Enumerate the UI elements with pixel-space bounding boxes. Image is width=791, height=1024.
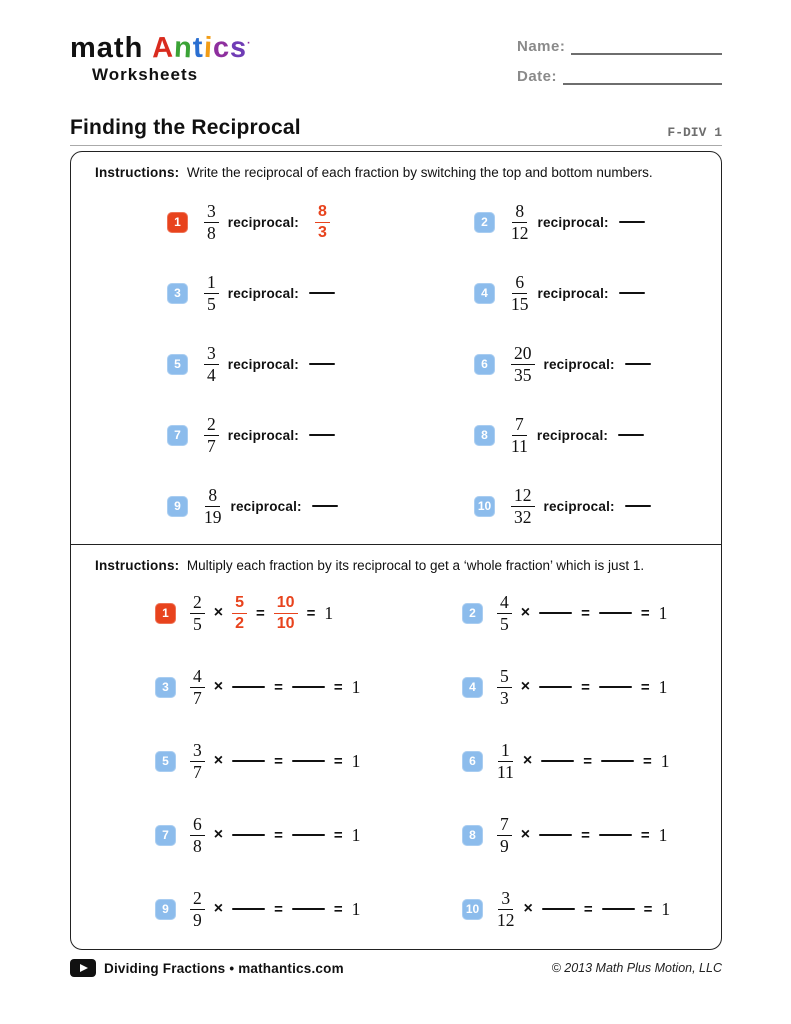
problem-fraction-denominator: 5 <box>193 613 202 634</box>
problem-fraction <box>190 815 205 856</box>
logo-worksheets-text: Worksheets <box>92 65 199 84</box>
equals-symbol: = <box>640 604 650 622</box>
problem-number-badge: 3 <box>167 283 188 304</box>
answer-blank <box>625 363 651 366</box>
instructions-label: Instructions: <box>95 165 180 180</box>
page-footer <box>70 959 722 977</box>
problem-fraction-denominator: 11 <box>511 435 528 456</box>
product-blank <box>599 834 632 837</box>
section-multiply <box>71 545 721 949</box>
problem-number-badge: 10 <box>474 496 495 517</box>
logo-antics-text <box>152 32 247 64</box>
page-header <box>70 31 722 112</box>
times-symbol: × <box>522 752 533 769</box>
reciprocal-label: reciprocal: <box>227 214 299 230</box>
problem-fraction-denominator: 8 <box>193 835 202 856</box>
problem-number-badge: 2 <box>474 212 495 233</box>
name-write-line <box>571 38 722 55</box>
worksheet-box <box>70 151 722 950</box>
multiply-problem <box>89 665 396 709</box>
logo-letter: t <box>192 31 205 65</box>
reciprocal-label: reciprocal: <box>537 214 609 230</box>
equals-symbol: = <box>640 826 650 844</box>
product-blank <box>601 760 634 763</box>
footer-topic-text: Dividing Fractions • mathantics.com <box>104 960 344 976</box>
reciprocal-label: reciprocal: <box>543 498 615 514</box>
result-one: 1 <box>658 824 668 845</box>
times-symbol: × <box>213 604 224 621</box>
reciprocal-blank <box>539 834 572 837</box>
problem-fraction-numerator: 2 <box>190 889 205 910</box>
equals-symbol: = <box>333 678 343 696</box>
multiply-problem <box>396 591 703 635</box>
problem-fraction <box>204 202 219 243</box>
logo-letter: n <box>173 31 194 65</box>
problem-fraction-numerator: 3 <box>190 741 205 762</box>
problem-fraction-numerator: 3 <box>498 889 513 910</box>
multiply-problem <box>89 813 396 857</box>
reciprocal-problem <box>396 200 703 244</box>
date-label: Date: <box>517 68 558 85</box>
equals-symbol: = <box>583 752 592 770</box>
problem-fraction-numerator: 4 <box>190 667 205 688</box>
reciprocal-problem <box>396 271 703 315</box>
answer-blank <box>618 434 644 437</box>
multiply-problem <box>396 665 703 709</box>
example-reciprocal-fraction-numerator: 5 <box>232 594 247 613</box>
problem-fraction-denominator: 11 <box>497 761 514 782</box>
problem-fraction-numerator: 2 <box>190 593 205 614</box>
problem-fraction-numerator: 6 <box>512 273 527 294</box>
problem-fraction-numerator: 7 <box>497 815 512 836</box>
section2-instructions <box>89 558 703 573</box>
example-product-fraction <box>274 594 298 632</box>
result-one: 1 <box>661 898 671 919</box>
problem-fraction-numerator: 3 <box>204 344 219 365</box>
problem-fraction <box>204 344 219 385</box>
answer-blank <box>619 292 645 295</box>
problem-fraction-denominator: 19 <box>204 506 222 527</box>
equals-symbol: = <box>333 826 343 844</box>
times-symbol: × <box>520 678 531 695</box>
problem-fraction <box>511 344 535 385</box>
example-product-fraction-numerator: 10 <box>274 594 298 613</box>
equals-symbol: = <box>333 752 343 770</box>
answer-blank <box>312 505 338 508</box>
problem-fraction-numerator: 20 <box>511 344 535 365</box>
reciprocal-label: reciprocal: <box>537 285 609 301</box>
problem-fraction-denominator: 35 <box>514 364 532 385</box>
reciprocal-label: reciprocal: <box>227 427 299 443</box>
times-symbol: × <box>213 826 224 843</box>
reciprocal-problem <box>396 413 703 457</box>
product-blank <box>292 686 325 689</box>
problem-fraction-denominator: 5 <box>207 293 216 314</box>
times-symbol: × <box>520 604 531 621</box>
times-symbol: × <box>213 752 224 769</box>
reciprocal-blank <box>232 908 265 911</box>
reciprocal-problem <box>89 271 396 315</box>
reciprocal-problem <box>89 200 396 244</box>
date-write-line <box>563 68 722 85</box>
reciprocal-blank <box>539 686 572 689</box>
section2-problems <box>89 591 703 931</box>
problem-fraction <box>511 273 529 314</box>
equals-symbol: = <box>583 900 593 918</box>
problem-fraction-denominator: 7 <box>193 761 202 782</box>
date-row <box>517 68 722 85</box>
problem-fraction-numerator: 7 <box>512 415 527 436</box>
problem-fraction <box>204 486 222 527</box>
math-antics-logo <box>70 31 252 84</box>
multiply-problem <box>396 887 703 931</box>
product-blank <box>602 908 635 911</box>
section-reciprocal <box>71 152 721 544</box>
logo-letter: c <box>212 31 231 65</box>
equals-symbol: = <box>274 752 283 770</box>
reciprocal-blank <box>232 686 265 689</box>
reciprocal-label: reciprocal: <box>536 427 609 443</box>
problem-fraction-numerator: 8 <box>205 486 220 507</box>
footer-left <box>70 959 344 977</box>
problem-fraction-numerator: 1 <box>204 273 219 294</box>
result-one: 1 <box>351 898 361 919</box>
multiply-problem <box>396 813 703 857</box>
answer-blank <box>309 434 335 437</box>
problem-number-badge: 7 <box>167 425 188 446</box>
problem-number-badge: 6 <box>462 751 483 772</box>
equals-symbol: = <box>640 678 650 696</box>
problem-number-badge: 9 <box>155 899 176 920</box>
logo-letter: i <box>202 31 214 65</box>
copyright-text: © 2013 Math Plus Motion, LLC <box>551 961 722 975</box>
equals-symbol: = <box>256 604 265 622</box>
problem-number-badge: 1 <box>167 212 188 233</box>
problem-fraction-numerator: 1 <box>498 741 513 762</box>
reciprocal-blank <box>232 760 265 763</box>
answer-blank <box>309 292 335 295</box>
multiply-problem <box>89 739 396 783</box>
page-title: Finding the Reciprocal <box>70 116 301 139</box>
reciprocal-problem <box>89 484 396 528</box>
problem-fraction-denominator: 12 <box>497 909 515 930</box>
problem-fraction <box>511 202 529 243</box>
problem-number-badge: 8 <box>462 825 483 846</box>
problem-number-badge: 5 <box>167 354 188 375</box>
equals-symbol: = <box>306 604 316 622</box>
product-blank <box>292 834 325 837</box>
equals-symbol: = <box>274 900 283 918</box>
product-blank <box>599 686 632 689</box>
product-blank <box>292 908 325 911</box>
result-one: 1 <box>351 750 361 771</box>
times-symbol: × <box>520 826 531 843</box>
equals-symbol: = <box>581 604 590 622</box>
problem-number-badge: 1 <box>155 603 176 624</box>
result-one: 1 <box>351 824 361 845</box>
reciprocal-label: reciprocal: <box>227 356 299 372</box>
instructions-label: Instructions: <box>95 558 180 573</box>
equals-symbol: = <box>581 826 590 844</box>
problem-fraction-denominator: 9 <box>193 909 202 930</box>
instructions-text: Write the reciprocal of each fraction by switching the top and bottom numbers. <box>186 165 653 180</box>
example-answer-fraction <box>315 203 330 241</box>
reciprocal-blank <box>232 834 265 837</box>
problem-number-badge: 6 <box>474 354 495 375</box>
result-one: 1 <box>658 602 668 623</box>
problem-number-badge: 5 <box>155 751 176 772</box>
equals-symbol: = <box>581 678 590 696</box>
problem-fraction-denominator: 4 <box>207 364 216 385</box>
multiply-problem <box>89 591 396 635</box>
logo-letter: A <box>151 31 175 65</box>
problem-fraction <box>204 273 219 314</box>
title-row <box>70 116 722 146</box>
equals-symbol: = <box>274 826 283 844</box>
problem-fraction <box>190 889 205 930</box>
reciprocal-label: reciprocal: <box>230 498 302 514</box>
multiply-problem <box>396 739 703 783</box>
example-reciprocal-fraction-denominator: 2 <box>235 614 244 632</box>
problem-fraction-denominator: 7 <box>207 435 216 456</box>
problem-fraction-denominator: 5 <box>500 613 509 634</box>
reciprocal-problem <box>396 484 703 528</box>
logo-letter: s <box>229 31 248 65</box>
problem-fraction-numerator: 8 <box>512 202 527 223</box>
result-one: 1 <box>660 750 670 771</box>
problem-number-badge: 8 <box>474 425 495 446</box>
problem-fraction-denominator: 8 <box>207 222 216 243</box>
result-one: 1 <box>658 676 668 697</box>
problem-fraction <box>497 815 512 856</box>
times-symbol: × <box>213 900 224 917</box>
multiply-problem <box>89 887 396 931</box>
reciprocal-blank <box>539 612 572 615</box>
example-answer-fraction-numerator: 8 <box>315 203 330 222</box>
logo-trademark-dot: · <box>247 37 252 50</box>
problem-number-badge: 7 <box>155 825 176 846</box>
result-one: 1 <box>351 676 361 697</box>
problem-fraction-numerator: 12 <box>511 486 535 507</box>
example-reciprocal-fraction <box>232 594 247 632</box>
problem-fraction <box>190 667 205 708</box>
problem-fraction-denominator: 3 <box>500 687 509 708</box>
reciprocal-label: reciprocal: <box>227 285 299 301</box>
section1-problems <box>89 200 703 528</box>
problem-fraction <box>204 415 219 456</box>
problem-fraction <box>511 415 528 456</box>
times-symbol: × <box>523 900 533 917</box>
problem-fraction <box>497 741 514 782</box>
problem-fraction-numerator: 3 <box>204 202 219 223</box>
problem-number-badge: 9 <box>167 496 188 517</box>
reciprocal-label: reciprocal: <box>543 356 615 372</box>
instructions-text: Multiply each fraction by its reciprocal to get a ‘whole fraction’ which is just 1. <box>186 558 645 573</box>
section1-instructions <box>89 165 703 180</box>
example-answer-fraction-denominator: 3 <box>317 223 327 241</box>
result-one: 1 <box>324 602 334 623</box>
problem-fraction-denominator: 9 <box>500 835 509 856</box>
problem-fraction-denominator: 12 <box>511 222 529 243</box>
equals-symbol: = <box>333 900 343 918</box>
problem-fraction <box>190 593 205 634</box>
problem-fraction-denominator: 7 <box>193 687 202 708</box>
equals-symbol: = <box>274 678 283 696</box>
reciprocal-problem <box>89 342 396 386</box>
problem-number-badge: 4 <box>474 283 495 304</box>
reciprocal-problem <box>89 413 396 457</box>
problem-fraction-numerator: 2 <box>204 415 219 436</box>
worksheet-code: F-DIV 1 <box>667 125 722 140</box>
problem-fraction-numerator: 6 <box>190 815 205 836</box>
reciprocal-blank <box>542 908 575 911</box>
problem-fraction-denominator: 15 <box>511 293 529 314</box>
reciprocal-blank <box>541 760 574 763</box>
problem-fraction <box>190 741 205 782</box>
reciprocal-problem <box>396 342 703 386</box>
answer-blank <box>619 221 645 224</box>
answer-blank <box>309 363 335 366</box>
logo-math-text: math <box>70 32 144 64</box>
problem-fraction-numerator: 4 <box>497 593 512 614</box>
name-row <box>517 38 722 55</box>
problem-fraction <box>511 486 535 527</box>
problem-fraction-numerator: 5 <box>497 667 512 688</box>
problem-number-badge: 2 <box>462 603 483 624</box>
name-date-block <box>517 34 722 98</box>
play-video-icon <box>70 959 96 977</box>
problem-fraction-denominator: 32 <box>514 506 532 527</box>
problem-number-badge: 4 <box>462 677 483 698</box>
problem-fraction <box>497 593 512 634</box>
example-product-fraction-denominator: 10 <box>276 614 295 632</box>
equals-symbol: = <box>643 900 653 918</box>
product-blank <box>599 612 632 615</box>
name-label: Name: <box>517 38 566 55</box>
problem-fraction <box>497 667 512 708</box>
answer-blank <box>625 505 651 508</box>
problem-number-badge: 3 <box>155 677 176 698</box>
equals-symbol: = <box>642 752 652 770</box>
problem-number-badge: 10 <box>462 899 483 920</box>
product-blank <box>292 760 325 763</box>
logo-wordmark <box>70 31 252 65</box>
problem-fraction <box>497 889 515 930</box>
times-symbol: × <box>213 678 224 695</box>
